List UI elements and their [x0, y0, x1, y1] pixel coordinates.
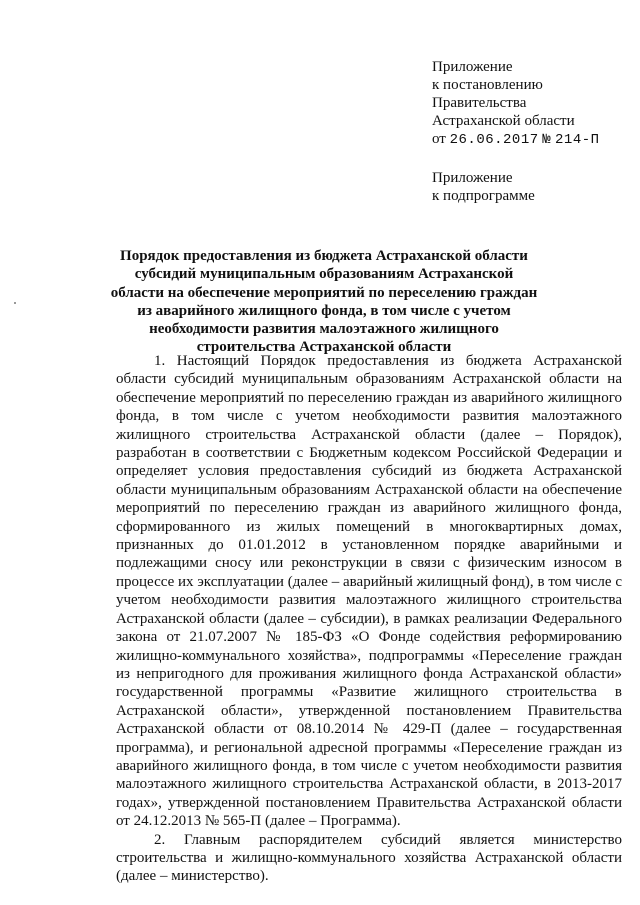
date-prefix: от — [432, 131, 446, 147]
appendix-line: Астраханской области — [432, 113, 575, 129]
scan-speck — [14, 302, 16, 304]
paragraph: 2. Главным распорядителем субсидий является министерство строительства и жилищно-коммунального хозяйства Астраханской области (далее – министерство). — [116, 831, 622, 885]
appendix-line: Правительства — [432, 95, 527, 111]
appendix-line: Приложение — [432, 170, 513, 186]
number-sign: № — [542, 132, 552, 148]
resolution-date: 26.06.2017 — [449, 132, 539, 148]
appendix-line: к подпрограмме — [432, 188, 535, 204]
appendix-line: Приложение — [432, 59, 513, 75]
document-body — [116, 352, 622, 886]
appendix-date-line — [432, 130, 600, 149]
document-title: Порядок предоставления из бюджета Астраханской области субсидий муниципальным образованиям Астраханской области на обеспечение мероприятий по переселению граждан из аварийного жилищного фонда, в том числе с учетом необходимости развития малоэтажного жилищного строительства Астраханской области — [110, 248, 538, 356]
paragraph: 1. Настоящий Порядок предоставления из бюджета Астраханской области субсидий муниципальным образованиям Астраханской области на обеспечение мероприятий по переселению граждан из аварийного жилищного фонда, в том числе с учетом необходимости развития малоэтажного жилищного строительства Астраханской области (далее – Порядок), разработан в соответствии с Бюджетным кодексом Российской Федерации и определяет условия предоставления субсидий из бюджета Астраханской области муниципальным образованиям Астраханской области на обеспечение мероприятий по переселению граждан из аварийного жилищного фонда, сформированного из жилых помещений в многоквартирных домах, признанных до 01.01.2012 в установленном порядке аварийными и подлежащими сносу или реконструкции в связи с физическим износом в процессе их эксплуатации (далее – аварийный жилищный фонд), в том числе с учетом необходимости развития малоэтажного жилищного строительства Астраханской области (далее – субсидии), в рамках реализации Федерального закона от 21.07.2007 № 185-ФЗ «О Фонде содействия реформированию жилищно-коммунального хозяйства», подпрограммы «Переселение граждан из непригодного для проживания жилищного фонда Астраханской области» государственной программы «Развитие жилищного строительства в Астраханской области», утвержденной постановлением Правительства Астраханской области от 08.10.2014 № 429-П (далее – государственная программа), и региональной адресной программы «Переселение граждан из аварийного жилищного фонда, в том числе с учетом необходимости развития малоэтажного жилищного строительства Астраханской области, в 2013-2017 годах», утвержденной постановлением Правительства Астраханской области от 24.12.2013 № 565-П (далее – Программа). — [116, 353, 622, 830]
appendix-header — [432, 58, 600, 205]
appendix-line: к постановлению — [432, 77, 543, 93]
resolution-number: 214-П — [555, 132, 600, 148]
